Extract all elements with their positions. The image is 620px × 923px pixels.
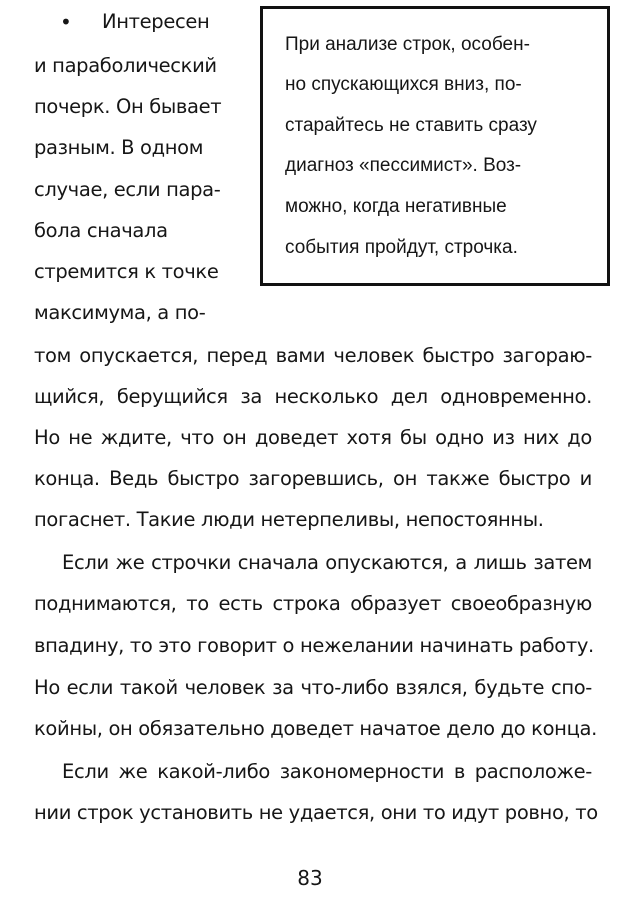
left-column-line-4: разным. В одном — [34, 136, 204, 159]
callout-line-1: При анализе строк, особен- — [285, 34, 530, 55]
callout-line-6: события пройдут, строчка. — [285, 237, 518, 258]
body-line-4: конца. Ведь быстро загоревшись, он также быстро и — [34, 467, 592, 490]
body-line-7: поднимаются, то есть строка образует своеобразную — [34, 592, 592, 615]
body-line-6: Если же строчки сначала опускаются, а лишь затем — [62, 551, 592, 574]
body-line-9: Но если такой человек за что-либо взялся, будьте спо- — [34, 676, 592, 699]
body-line-5: погаснет. Такие люди нетерпеливы, непостоянны. — [34, 508, 544, 531]
body-line-2: щийся, берущийся за несколько дел одновременно. — [34, 385, 592, 408]
body-line-8: впадину, то это говорит о нежелании начинать работу. — [34, 634, 594, 657]
left-column-line-5: случае, если пара- — [34, 178, 221, 201]
body-line-10: койны, он обязательно доведет начатое дело до конца. — [34, 717, 597, 740]
callout-box — [260, 6, 610, 286]
body-line-12: нии строк установить не удается, они то идут ровно, то — [34, 801, 598, 824]
left-column-line-6: бола сначала — [34, 219, 168, 242]
callout-line-2: но спускающихся вниз, по- — [285, 74, 522, 95]
left-column-line-7: стремится к точке — [34, 260, 219, 283]
callout-line-4: диагноз «пессимист». Воз- — [285, 155, 522, 176]
callout-line-5: можно, когда негативные — [285, 196, 507, 217]
bullet-marker: • — [60, 10, 72, 34]
page-number: 83 — [297, 866, 323, 890]
body-line-3: Но не ждите, что он доведет хотя бы одно из них до — [34, 426, 592, 449]
body-line-11: Если же какой-либо закономерности в расположе- — [62, 760, 592, 783]
left-column-line-1: Интересен — [102, 10, 210, 33]
callout-line-3: старайтесь не ставить сразу — [285, 115, 537, 136]
body-line-1: том опускается, перед вами человек быстро загораю- — [34, 344, 592, 367]
left-column-line-8: максимума, а по- — [34, 301, 206, 324]
left-column-line-3: почерк. Он бывает — [34, 95, 222, 118]
left-column-line-2: и параболический — [34, 54, 217, 77]
